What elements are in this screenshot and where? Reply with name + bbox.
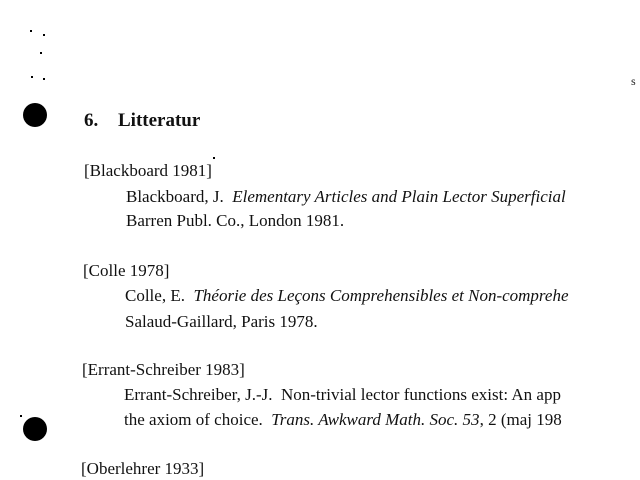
reference-title: Théorie des Leçons Comprehensibles et Non-comprehe [193, 286, 569, 305]
scan-speck [43, 34, 45, 36]
reference-line [124, 410, 562, 430]
punch-hole-bottom [23, 417, 47, 441]
section-title: Litteratur [118, 110, 201, 131]
reference-line [126, 187, 566, 207]
scan-speck [43, 78, 45, 80]
reference-authors: Errant-Schreiber, J.-J. [124, 385, 273, 404]
reference-authors: Blackboard, J. [126, 187, 224, 206]
reference-journal: Trans. Awkward Math. Soc. 53 [271, 410, 480, 429]
reference-title: Elementary Articles and Plain Lector Superficial [232, 187, 566, 206]
scan-speck [30, 30, 32, 32]
scan-speck [31, 76, 33, 78]
reference-key: [Errant-Schreiber 1983] [82, 360, 245, 379]
reference-title: Non-trivial lector functions exist: An app [280, 385, 561, 404]
reference-key: [Oberlehrer 1933] [81, 459, 205, 478]
reference-line [124, 385, 561, 405]
reference-authors: Colle, E. [125, 286, 185, 305]
section-number: 6. [84, 110, 99, 131]
reference-line [125, 312, 318, 332]
reference-line [126, 211, 344, 231]
reference-issue: , 2 (maj 198 [479, 410, 562, 429]
reference-line [125, 286, 569, 306]
page-corner-mark: s [631, 74, 636, 88]
scan-speck [20, 415, 22, 417]
scan-speck [40, 52, 42, 54]
section-heading [84, 110, 200, 132]
reference-key: [Colle 1978] [83, 261, 170, 280]
reference-publisher: Barren Publ. Co., London 1981. [126, 211, 345, 230]
reference-key: [Blackboard 1981] [84, 161, 212, 180]
scan-speck [213, 157, 215, 159]
reference-publisher: Salaud-Gaillard, Paris 1978. [125, 312, 318, 331]
punch-hole-top [23, 103, 47, 127]
reference-title-continued: the axiom of choice. [124, 410, 263, 429]
